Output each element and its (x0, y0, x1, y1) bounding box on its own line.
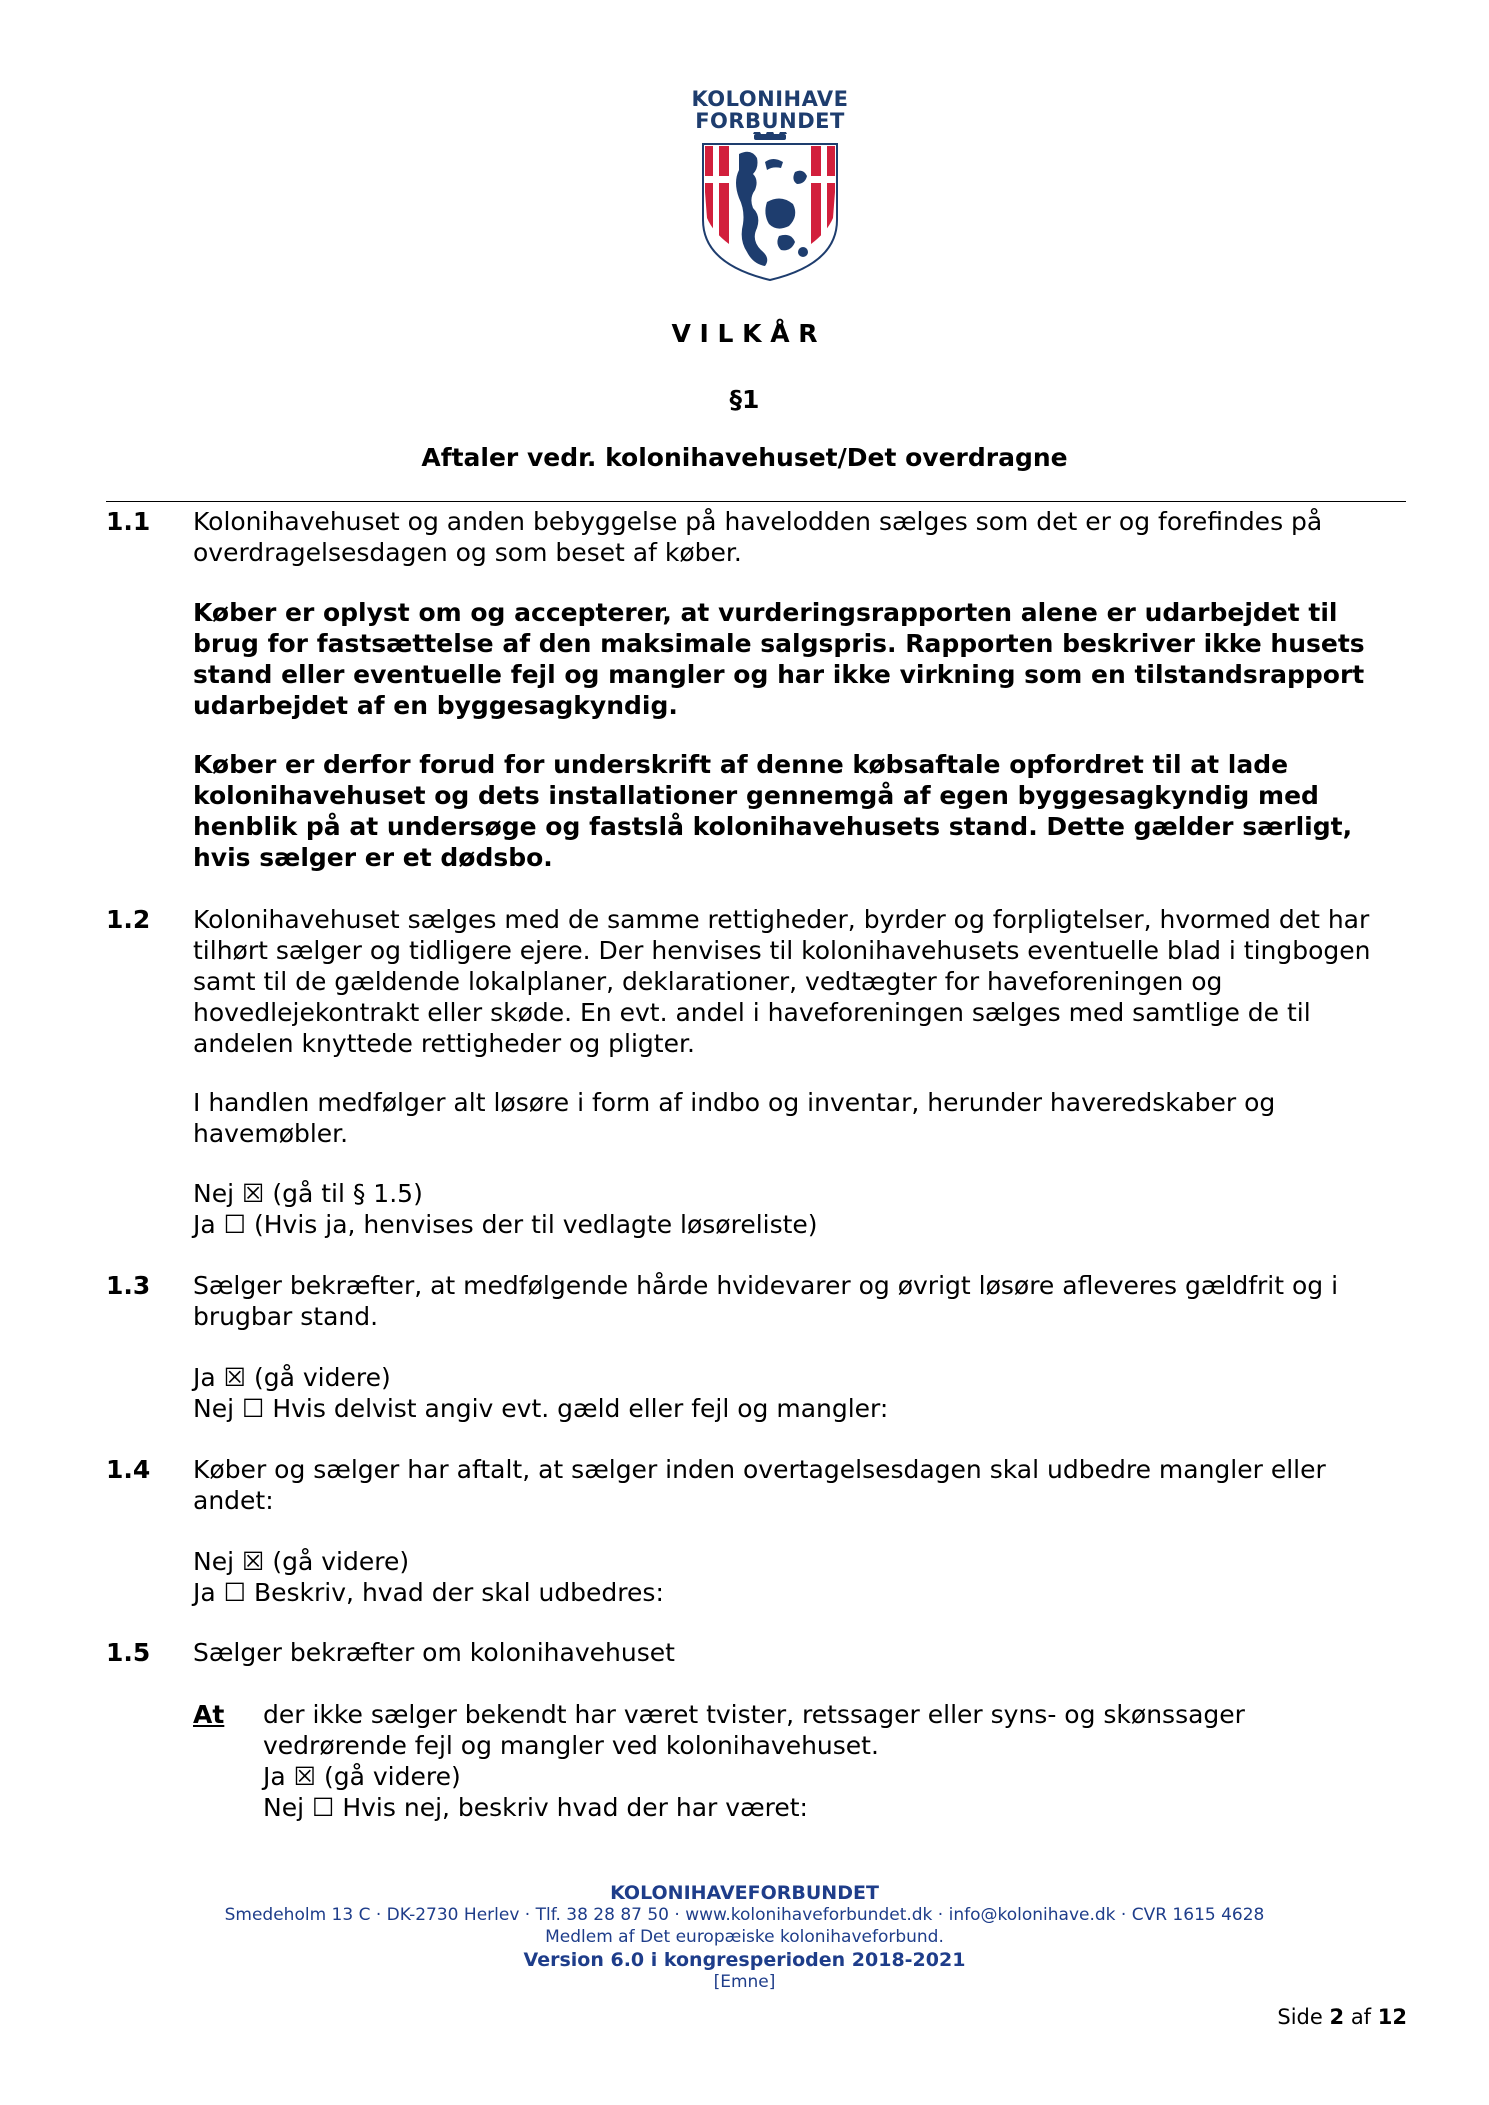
text-line: kolonihavehuset og dets installationer gennemgå af egen byggesagkyndig med (193, 781, 1319, 810)
clause-number: 1.2 (106, 905, 151, 934)
section-subtitle: Aftaler vedr. kolonihavehuset/Det overdragne (421, 443, 1068, 472)
clause-number: 1.5 (106, 1638, 151, 1667)
clause-1-1-text (193, 506, 1406, 568)
clause-1-5-intro: Sælger bekræfter om kolonihavehuset (193, 1638, 675, 1667)
text-line: I handlen medfølger alt løsøre i form af indbo og inventar, herunder haveredskaber og (193, 1088, 1276, 1117)
text-line: henblik på at undersøge og fastslå kolonihavehusets stand. Dette gælder særligt, (193, 812, 1353, 841)
text-line: Køber og sælger har aftalt, at sælger inden overtagelsesdagen skal udbedre mangler eller (193, 1455, 1326, 1484)
footer-contact: Smedeholm 13 C · DK-2730 Herlev · Tlf. 38 28 87 50 · www.kolonihaveforbundet.dk · info@kolonihave.dk · CVR 1615 4628 (224, 1905, 1265, 1925)
clause-1-3-text (193, 1270, 1406, 1332)
checkbox-option-no[interactable]: Nej ☒ (gå til § 1.5) (193, 1179, 423, 1208)
page-number (1277, 2005, 1407, 2029)
logo-text-line1: KOLONIHAVE (691, 87, 849, 111)
clause-number: 1.1 (106, 507, 151, 536)
footer-version: Version 6.0 i kongresperioden 2018-2021 (523, 1949, 966, 1971)
section-number: §1 (729, 385, 760, 414)
page-separator: af (1350, 2005, 1372, 2029)
text-line: Kolonihavehuset sælges med de samme rettigheder, byrder og forpligtelser, hvormed det har (193, 905, 1370, 934)
document-title: V I L K Å R (671, 319, 818, 348)
crest-icon (695, 132, 845, 282)
checkbox-option-no[interactable]: Nej ☐ Hvis nej, beskriv hvad der har været: (263, 1793, 808, 1822)
page-current: 2 (1329, 2005, 1345, 2029)
text-line: tilhørt sælger og tidligere ejere. Der henvises til kolonihavehusets eventuelle blad i tingbogen (193, 936, 1371, 965)
clause-1-5-statement (263, 1699, 1406, 1823)
clause-1-2-movables (193, 1087, 1406, 1149)
checkbox-option-no[interactable]: Nej ☐ Hvis delvist angiv evt. gæld eller fejl og mangler: (193, 1394, 889, 1423)
text-line: vedrørende fejl og mangler ved kolonihavehuset. (263, 1731, 879, 1760)
clause-1-1-recommendation (193, 749, 1406, 873)
text-line: Køber er derfor forud for underskrift af denne købsaftale opfordret til at lade (193, 750, 1289, 779)
at-label: At (193, 1700, 225, 1729)
text-line: hvis sælger er et dødsbo. (193, 843, 553, 872)
text-line: der ikke sælger bekendt har været tvister, retssager eller syns- og skønssager (263, 1700, 1245, 1729)
clause-1-2-text (193, 904, 1406, 1059)
checkbox-option-yes[interactable]: Ja ☒ (gå videre) (263, 1762, 461, 1791)
text-line: hovedlejekontrakt eller skøde. En evt. andel i haveforeningen sælges med samtlige de til (193, 998, 1311, 1027)
text-line: stand eller eventuelle fejl og mangler og har ikke virkning som en tilstandsrapport (193, 660, 1365, 689)
clause-number: 1.4 (106, 1455, 151, 1484)
footer-membership: Medlem af Det europæiske kolonihaveforbund. (545, 1927, 944, 1947)
text-line: brug for fastsættelse af den maksimale salgspris. Rapporten beskriver ikke husets (193, 629, 1365, 658)
text-line: Køber er oplyst om og accepterer, at vurderingsrapporten alene er udarbejdet til (193, 598, 1338, 627)
checkbox-option-yes[interactable]: Ja ☐ (Hvis ja, henvises der til vedlagte løsøreliste) (193, 1210, 818, 1239)
clause-1-3-options (193, 1362, 1406, 1424)
clause-1-1-notice (193, 597, 1406, 721)
text-line: brugbar stand. (193, 1302, 379, 1331)
text-line: overdragelsesdagen og som beset af køber. (193, 538, 742, 567)
footer-subject: [Emne] (713, 1972, 776, 1992)
text-line: andelen knyttede rettigheder og pligter. (193, 1029, 695, 1058)
clause-1-4-options (193, 1546, 1406, 1608)
kolonihaveforbundet-logo (690, 88, 850, 282)
page-label: Side (1277, 2005, 1323, 2029)
logo-text-line2: FORBUNDET (695, 109, 845, 133)
checkbox-option-no[interactable]: Nej ☒ (gå videre) (193, 1547, 410, 1576)
heading-divider (106, 501, 1406, 502)
checkbox-option-yes[interactable]: Ja ☐ Beskriv, hvad der skal udbedres: (193, 1578, 664, 1607)
clause-1-2-options (193, 1178, 1406, 1240)
page-total: 12 (1377, 2005, 1407, 2029)
footer-org-name: KOLONIHAVEFORBUNDET (610, 1882, 879, 1904)
text-line: udarbejdet af en byggesagkyndig. (193, 691, 678, 720)
clause-1-4-text (193, 1454, 1406, 1516)
clause-number: 1.3 (106, 1271, 151, 1300)
text-line: havemøbler. (193, 1119, 349, 1148)
text-line: andet: (193, 1486, 274, 1515)
text-line: Kolonihavehuset og anden bebyggelse på havelodden sælges som det er og forefindes på (193, 507, 1323, 536)
text-line: samt til de gældende lokalplaner, deklarationer, vedtægter for haveforeningen og (193, 967, 1223, 996)
checkbox-option-yes[interactable]: Ja ☒ (gå videre) (193, 1363, 391, 1392)
text-line: Sælger bekræfter, at medfølgende hårde hvidevarer og øvrigt løsøre afleveres gældfrit og i (193, 1271, 1339, 1300)
